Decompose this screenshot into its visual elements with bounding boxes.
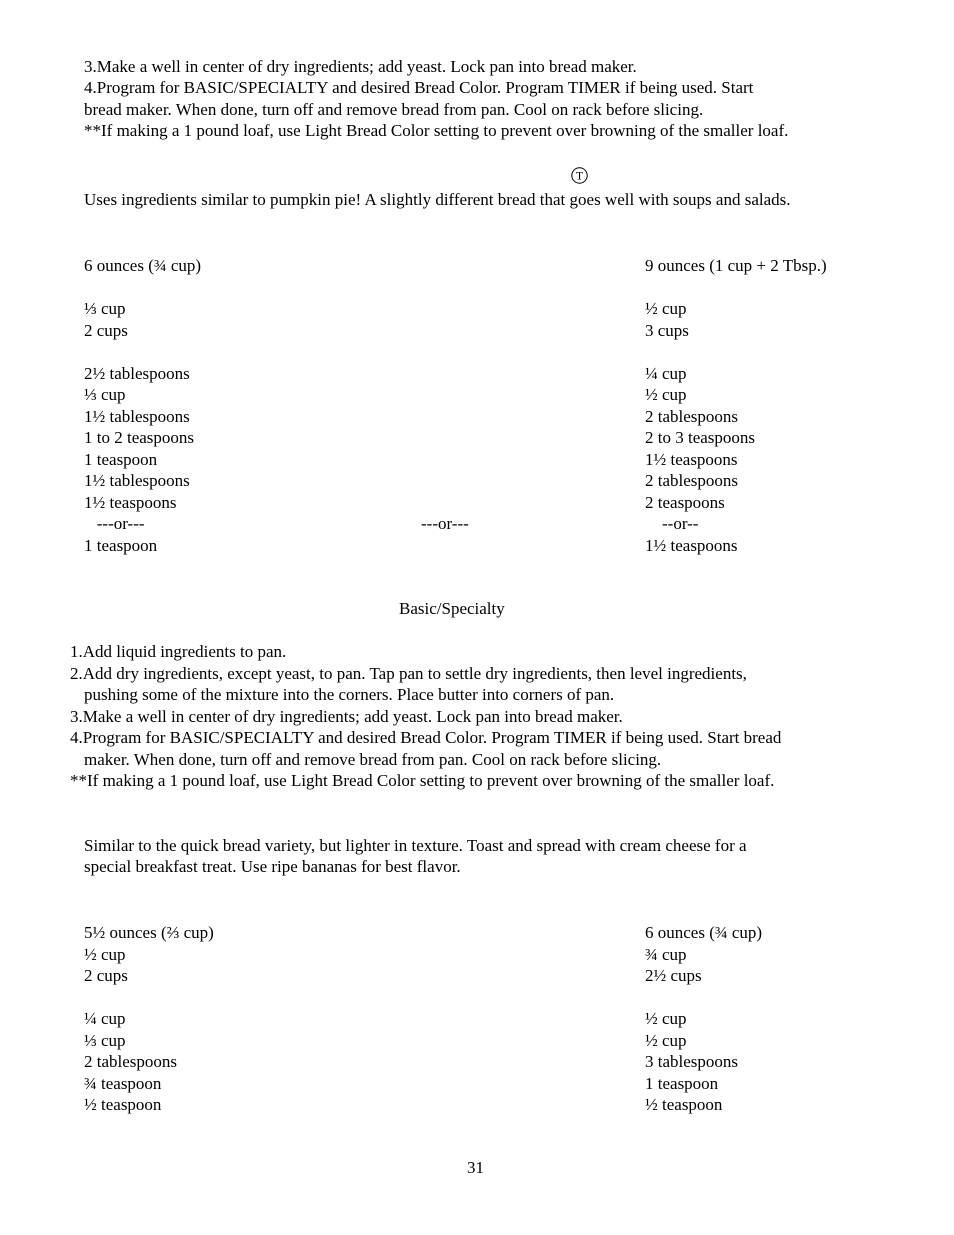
recipe1-small-qty: ⅓ cup (84, 299, 126, 318)
recipe1-step-2-line2: pushing some of the mixture into the corners. Place butter into corners of pan. (84, 685, 615, 704)
recipe2-large-qty: ¾ cup (645, 944, 687, 964)
recipe1-small-qty: 1½ tablespoons (84, 471, 190, 490)
recipe1-middle-or-divider: ---or--- (421, 514, 469, 533)
recipe2-large-qty: 3 tablespoons (645, 1052, 739, 1071)
recipe1-small-qty: ⅓ cup (84, 385, 126, 404)
recipe2-large-qty: 6 ounces (¾ cup) (645, 923, 763, 942)
recipe1-large-qty: 9 ounces (1 cup + 2 Tbsp.) (645, 256, 827, 275)
recipe1-small-qty: 2½ tablespoons (84, 363, 190, 383)
recipe1-large-qty: ½ cup (645, 385, 687, 404)
recipe1-large-qty: ½ cup (645, 299, 687, 318)
recipe1-large-qty: 2 tablespoons (645, 471, 739, 490)
recipe1-large-qty: 3 cups (645, 320, 689, 340)
recipe2-large-qty: ½ teaspoon (645, 1095, 723, 1114)
recipe2-small-qty: ½ cup (84, 944, 126, 964)
page-number: 31 (467, 1158, 484, 1177)
recipe2-large-loaf-column (645, 922, 762, 1116)
recipe1-small-qty: 2 cups (84, 320, 128, 340)
recipe1-description: Uses ingredients similar to pumpkin pie! A slightly different bread that goes well with soups and salads. (84, 190, 791, 209)
step-3-text: 3.Make a well in center of dry ingredients; add yeast. Lock pan into bread maker. (84, 57, 637, 76)
recipe1-large-qty: 2 tablespoons (645, 406, 739, 426)
recipe1-step-2-line1: 2.Add dry ingredients, except yeast, to pan. Tap pan to settle dry ingredients, then level ingredients, (70, 664, 747, 683)
recipe1-small-qty: 1 teaspoon (84, 535, 158, 555)
recipe1-large-qty: ¼ cup (645, 363, 687, 383)
step-4-text-line1: 4.Program for BASIC/SPECIALTY and desired Bread Color. Program TIMER if being used. Start (84, 78, 754, 97)
recipe2-small-loaf-column (84, 922, 214, 1116)
recipe2-small-qty: 2 cups (84, 966, 128, 985)
loaf-note: **If making a 1 pound loaf, use Light Bread Color setting to prevent over browning of the smaller loaf. (84, 121, 789, 140)
timer-icon (571, 167, 588, 184)
recipe2-small-qty: ½ teaspoon (84, 1095, 162, 1114)
recipe1-small-qty (84, 341, 201, 363)
recipe1-step-4-line2: maker. When done, turn off and remove bread from pan. Cool on rack before slicing. (84, 750, 662, 769)
recipe2-description-line1: Similar to the quick bread variety, but lighter in texture. Toast and spread with cream cheese for a (84, 836, 747, 855)
recipe2-small-qty: ⅓ cup (84, 1030, 126, 1050)
recipe1-small-or-divider: ---or--- (84, 514, 145, 533)
recipe1-small-qty: 1 teaspoon (84, 449, 158, 469)
recipe2-large-qty: ½ cup (645, 1030, 687, 1050)
recipe1-step-1: 1.Add liquid ingredients to pan. (70, 642, 287, 661)
recipe1-large-loaf-column (645, 255, 827, 556)
recipe1-large-qty: 1½ teaspoons (645, 535, 738, 555)
recipe1-step-3: 3.Make a well in center of dry ingredients; add yeast. Lock pan into bread maker. (70, 707, 623, 726)
recipe2-large-qty (645, 987, 762, 1009)
recipe2-large-qty: 2½ cups (645, 966, 702, 985)
recipe2-large-qty: ½ cup (645, 1009, 687, 1028)
recipe1-cycle: Basic/Specialty (399, 599, 505, 618)
recipe1-large-qty: 1½ teaspoons (645, 449, 738, 469)
recipe1-small-qty: 1½ teaspoons (84, 492, 177, 512)
recipe1-small-qty (84, 277, 201, 299)
recipe1-large-qty (645, 341, 827, 363)
recipe1-small-qty: 6 ounces (¾ cup) (84, 256, 202, 275)
recipe1-loaf-note: **If making a 1 pound loaf, use Light Bread Color setting to prevent over browning of the smaller loaf. (70, 771, 775, 790)
recipe1-large-qty: 2 teaspoons (645, 492, 725, 512)
recipe1-step-4-line1: 4.Program for BASIC/SPECIALTY and desired Bread Color. Program TIMER if being used. Start bread (70, 728, 782, 747)
recipe2-large-qty: 1 teaspoon (645, 1073, 719, 1093)
recipe1-large-qty (645, 277, 827, 299)
recipe1-large-qty: 2 to 3 teaspoons (645, 428, 756, 447)
recipe2-small-qty (84, 987, 214, 1009)
recipe2-description-line2: special breakfast treat. Use ripe bananas for best flavor. (84, 857, 461, 876)
timer-icon-label: T (575, 168, 584, 183)
recipe2-small-qty: 5½ ounces (⅔ cup) (84, 923, 214, 942)
recipe1-small-qty: 1 to 2 teaspoons (84, 428, 195, 447)
recipe2-small-qty: ¾ teaspoon (84, 1073, 162, 1093)
recipe2-small-qty: 2 tablespoons (84, 1052, 178, 1071)
recipe1-small-qty: 1½ tablespoons (84, 406, 190, 426)
step-4-text-line2: bread maker. When done, turn off and remove bread from pan. Cool on rack before slicing. (84, 100, 704, 119)
recipe2-small-qty: ¼ cup (84, 1009, 126, 1028)
recipe1-large-or-divider: --or-- (645, 514, 699, 533)
recipe1-small-loaf-column (84, 255, 201, 556)
